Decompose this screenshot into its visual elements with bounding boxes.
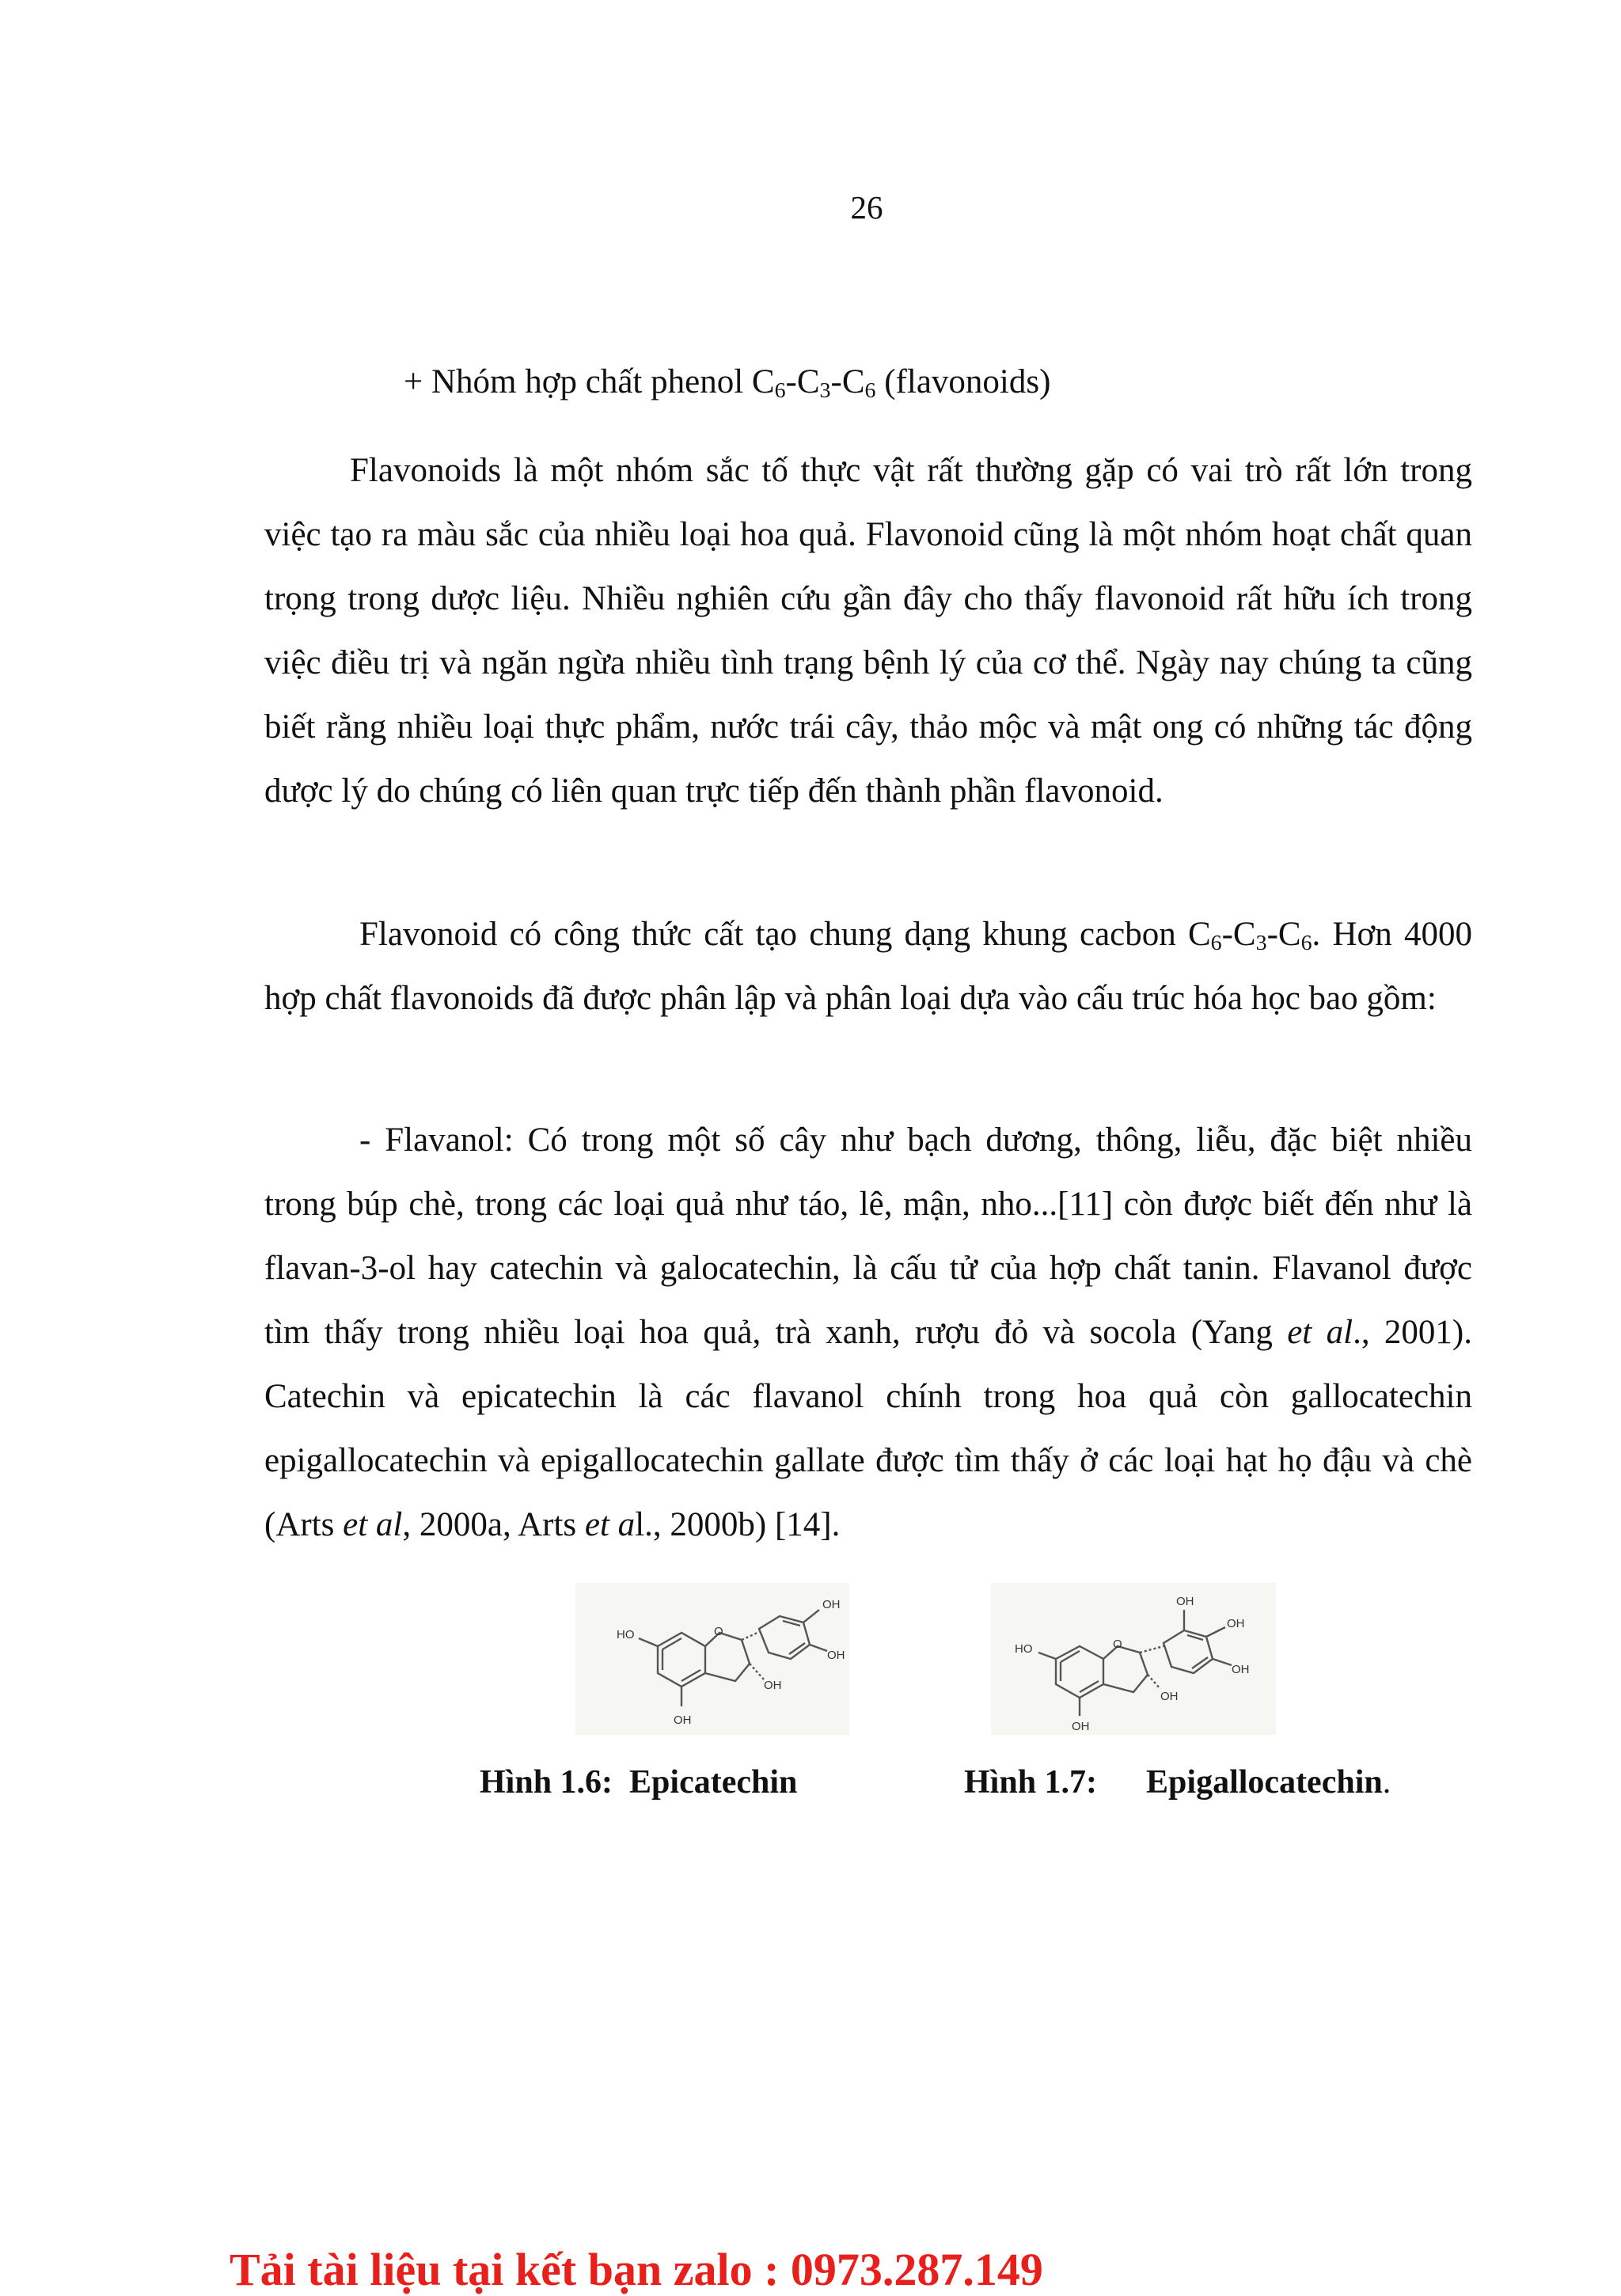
- paragraph-flavanol: [264, 1108, 1472, 1557]
- oh-bond: [1213, 1659, 1232, 1665]
- paragraph-flavonoids-intro: Flavonoids là một nhóm sắc tố thực vật rất thường gặp có vai trò rất lớn trong việc tạo ra màu sắc của nhiều loại hoa quả. Flavonoid cũng là một nhóm hoạt chất quan trọng trong dược liệu. Nhiều nghiên cứu gần đây cho thấy flavonoid rất hữu ích trong việc điều trị và ngăn ngừa nhiều tình trạng bệnh lý của cơ thể. Ngày nay chúng ta cũng biết rằng nhiều loại thực phẩm, nước trái cây, thảo mộc và mật ong có những tác động dược lý do chúng có liên quan trực tiếp đến thành phần flavonoid.: [264, 452, 1472, 810]
- oh-label: OH: [827, 1649, 845, 1662]
- oh-label: OH: [1176, 1595, 1194, 1608]
- stereo-bond: [1140, 1646, 1164, 1653]
- stereo-bond: [1148, 1675, 1160, 1689]
- oh-bond: [810, 1645, 827, 1651]
- stereo-bond: [742, 1632, 759, 1640]
- paragraph-subscript: 3: [1255, 931, 1267, 956]
- b-ring-double-bond: [1192, 1657, 1208, 1668]
- ho-label: HO: [1015, 1642, 1033, 1656]
- ho-bond: [639, 1638, 658, 1646]
- a-ring-double-bond: [1061, 1651, 1080, 1662]
- oh-bond: [803, 1610, 819, 1622]
- paragraph-flavonoid-structure: [264, 902, 1472, 1030]
- zalo-download-watermark: Tải tài liệu tại kết bạn zalo : 0973.287.149: [230, 2244, 1043, 2295]
- heading-text: -C: [785, 363, 820, 400]
- paragraph-text: ., 2001). Catechin và epicatechin là các flavanol chính trong hoa quả còn gallocatechin epigallocatechin và epigallocatechin gallate được tìm thấy ở các loại hạt họ đậu và chè (Arts: [264, 1314, 1472, 1543]
- ho-label: HO: [617, 1628, 635, 1641]
- paragraph-subscript: 6: [1210, 931, 1222, 956]
- epicatechin-structure-drawing: [575, 1583, 849, 1735]
- caption-label: Hình 1.7:: [964, 1764, 1098, 1801]
- paragraph-text: Flavonoid có công thức cất tạo chung dạng khung cacbon C: [359, 916, 1211, 953]
- o-label: O: [1113, 1638, 1122, 1651]
- b-ring-double-bond: [789, 1643, 805, 1654]
- caption-name: Epicatechin: [629, 1764, 798, 1801]
- oh-label: OH: [674, 1713, 692, 1727]
- section-heading: [404, 350, 1512, 414]
- a-ring-double-bond: [662, 1638, 681, 1649]
- heading-subscript: 6: [864, 378, 876, 404]
- caption-name: Epigallocatechin: [1146, 1764, 1383, 1801]
- stereo-bond: [750, 1664, 764, 1679]
- b-ring: [759, 1616, 810, 1659]
- paragraph-text: -C: [1266, 916, 1301, 953]
- a-ring-double-bond: [1080, 1681, 1099, 1692]
- figure-caption-epigallocatechin: [964, 1763, 1391, 1801]
- heading-text: -C: [830, 363, 865, 400]
- heading-text: + Nhóm hợp chất phenol C: [404, 363, 775, 400]
- caption-suffix: .: [1382, 1764, 1391, 1801]
- citation-italic: et al: [343, 1506, 403, 1543]
- caption-label: Hình 1.6:: [480, 1764, 613, 1801]
- a-ring: [658, 1633, 705, 1687]
- oh-bond: [1206, 1627, 1225, 1637]
- paragraph-text: l., 2000b) [14].: [635, 1506, 841, 1543]
- paragraph-text: . Hơn 4000 hợp chất flavonoids đã được phân lập và phân loại dựa vào cấu trúc hóa học bao gồm:: [264, 916, 1472, 1017]
- oh-label: OH: [764, 1679, 782, 1692]
- oh-label: OH: [1160, 1690, 1179, 1703]
- paragraph-text: , 2000a, Arts: [402, 1506, 585, 1543]
- ho-bond: [1038, 1653, 1056, 1659]
- heading-text: (flavonoids): [875, 363, 1051, 400]
- citation-italic: et a: [584, 1506, 636, 1543]
- o-label: O: [714, 1625, 723, 1638]
- epigallocatechin-structure-drawing: [991, 1583, 1276, 1735]
- page-number: 26: [850, 189, 883, 226]
- b-ring: [1164, 1630, 1213, 1673]
- figure-caption-epicatechin: [480, 1763, 797, 1801]
- oh-label: OH: [1072, 1720, 1090, 1733]
- paragraph-text: - Flavanol: Có trong một số cây như bạch dương, thông, liễu, đặc biệt nhiều trong búp chè, trong các loại quả như táo, lê, mận, nho...[11] còn được biết đến như là flavan-3-ol hay catechin và galocatechin, là cấu tử của hợp chất tanin. Flavanol được tìm thấy trong nhiều loại hoa quả, trà xanh, rượu đỏ và socola (Yang: [264, 1121, 1472, 1351]
- epicatechin-structure-image: [575, 1583, 849, 1735]
- oh-label: OH: [1227, 1617, 1245, 1630]
- oh-label: OH: [822, 1598, 841, 1611]
- oh-label: OH: [1232, 1663, 1250, 1676]
- a-ring-double-bond: [681, 1670, 700, 1681]
- epigallocatechin-structure-image: [991, 1583, 1276, 1735]
- heading-subscript: 3: [819, 378, 831, 404]
- paragraph-subscript: 6: [1300, 931, 1312, 956]
- heading-subscript: 6: [774, 378, 786, 404]
- a-ring: [1056, 1646, 1103, 1698]
- citation-italic: et al: [1287, 1314, 1353, 1351]
- paragraph-text: -C: [1221, 916, 1256, 953]
